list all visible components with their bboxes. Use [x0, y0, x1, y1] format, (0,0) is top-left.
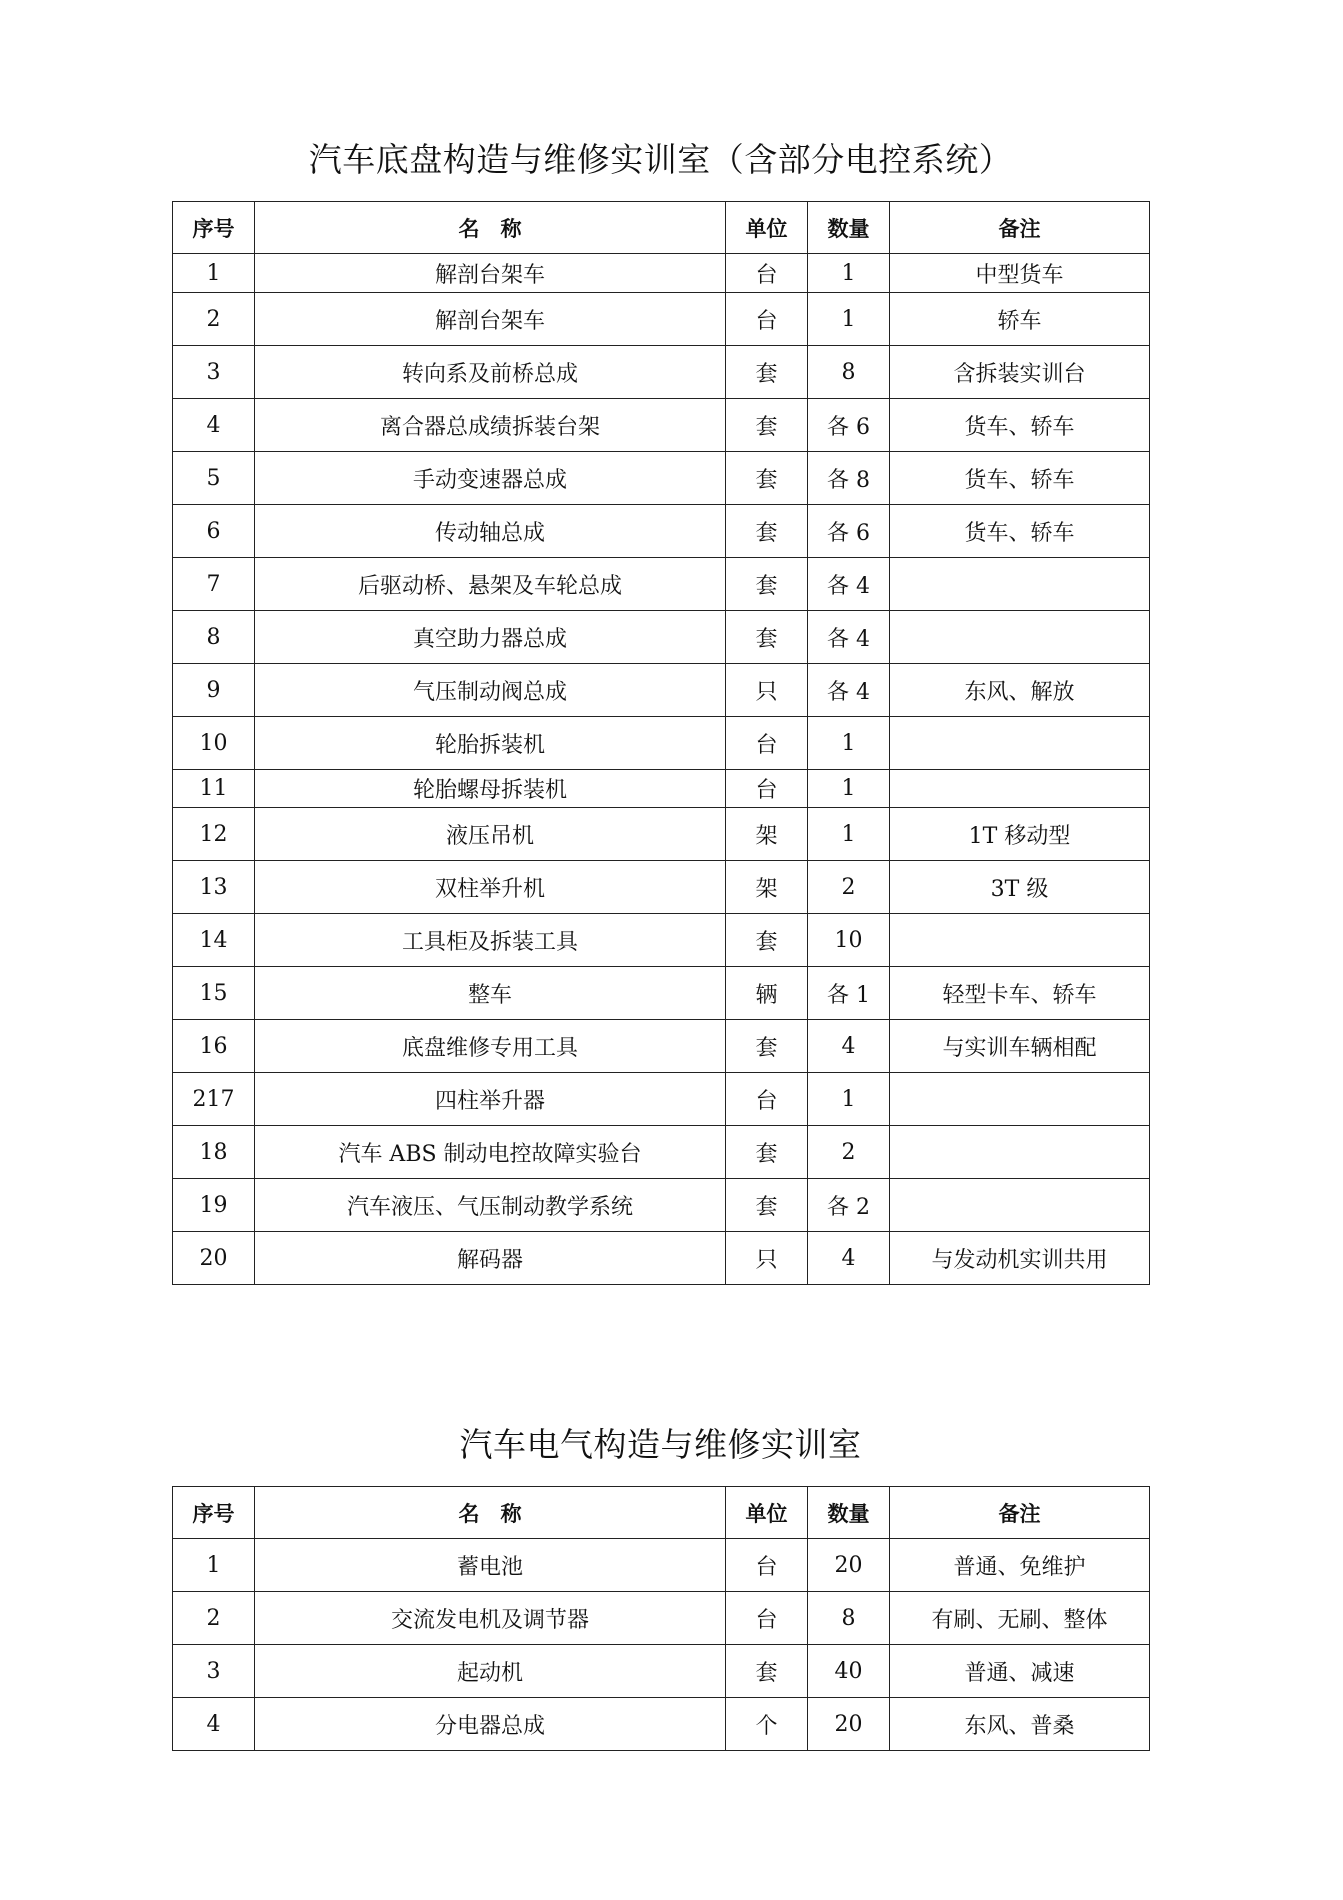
chassis-lab-table — [172, 201, 1150, 1285]
cell-unit: 套 — [726, 558, 808, 611]
cell-no: 2 — [173, 1592, 255, 1645]
table-header-row — [173, 1487, 1150, 1539]
table-row — [173, 1126, 1150, 1179]
cell-name: 蓄电池 — [255, 1539, 726, 1592]
electrical-lab-section — [172, 1425, 1149, 1751]
chassis-lab-title: 汽车底盘构造与维修实训室（含部分电控系统） — [308, 140, 1013, 179]
cell-unit: 架 — [726, 808, 808, 861]
cell-no: 8 — [173, 611, 255, 664]
cell-name: 解剖台架车 — [255, 293, 726, 346]
electrical-lab-title: 汽车电气构造与维修实训室 — [459, 1425, 862, 1464]
cell-qty: 1 — [808, 1073, 890, 1126]
table-row — [173, 861, 1150, 914]
table-row — [173, 967, 1150, 1020]
cell-no: 11 — [173, 770, 255, 808]
cell-unit: 辆 — [726, 967, 808, 1020]
cell-name: 轮胎拆装机 — [255, 717, 726, 770]
table-row — [173, 664, 1150, 717]
cell-qty: 2 — [808, 1126, 890, 1179]
cell-qty: 1 — [808, 808, 890, 861]
cell-no: 5 — [173, 452, 255, 505]
chassis-lab-section — [172, 140, 1149, 1285]
cell-unit: 套 — [726, 505, 808, 558]
cell-name: 离合器总成绩拆装台架 — [255, 399, 726, 452]
cell-qty: 40 — [808, 1645, 890, 1698]
cell-no: 18 — [173, 1126, 255, 1179]
cell-qty: 20 — [808, 1698, 890, 1751]
table-row — [173, 1020, 1150, 1073]
cell-name: 传动轴总成 — [255, 505, 726, 558]
cell-unit: 只 — [726, 664, 808, 717]
cell-no: 1 — [173, 1539, 255, 1592]
cell-note: 有刷、无刷、整体 — [890, 1592, 1150, 1645]
table-row — [173, 452, 1150, 505]
cell-no: 16 — [173, 1020, 255, 1073]
table-row — [173, 808, 1150, 861]
cell-note: 1T 移动型 — [890, 808, 1150, 861]
table-row — [173, 770, 1150, 808]
cell-qty: 4 — [808, 1232, 890, 1285]
cell-qty: 1 — [808, 717, 890, 770]
cell-note: 东风、普桑 — [890, 1698, 1150, 1751]
cell-note — [890, 1073, 1150, 1126]
cell-note: 含拆装实训台 — [890, 346, 1150, 399]
cell-no: 19 — [173, 1179, 255, 1232]
table-header-row — [173, 202, 1150, 254]
cell-qty: 10 — [808, 914, 890, 967]
cell-no: 14 — [173, 914, 255, 967]
cell-unit: 套 — [726, 452, 808, 505]
cell-name: 解码器 — [255, 1232, 726, 1285]
cell-note — [890, 914, 1150, 967]
cell-no: 10 — [173, 717, 255, 770]
header-no: 序号 — [173, 1487, 255, 1539]
cell-note: 货车、轿车 — [890, 452, 1150, 505]
cell-unit: 台 — [726, 1539, 808, 1592]
cell-qty: 8 — [808, 1592, 890, 1645]
cell-no: 6 — [173, 505, 255, 558]
cell-name: 工具柜及拆装工具 — [255, 914, 726, 967]
table-row — [173, 1073, 1150, 1126]
cell-qty: 20 — [808, 1539, 890, 1592]
table-row — [173, 505, 1150, 558]
cell-note: 东风、解放 — [890, 664, 1150, 717]
cell-note: 普通、免维护 — [890, 1539, 1150, 1592]
cell-name: 轮胎螺母拆装机 — [255, 770, 726, 808]
cell-unit: 台 — [726, 254, 808, 293]
table-row — [173, 1539, 1150, 1592]
table-row — [173, 1698, 1150, 1751]
cell-name: 手动变速器总成 — [255, 452, 726, 505]
electrical-lab-table — [172, 1486, 1150, 1751]
cell-no: 2 — [173, 293, 255, 346]
cell-name: 整车 — [255, 967, 726, 1020]
cell-no: 20 — [173, 1232, 255, 1285]
cell-note — [890, 717, 1150, 770]
cell-note: 轻型卡车、轿车 — [890, 967, 1150, 1020]
cell-no: 4 — [173, 1698, 255, 1751]
header-note: 备注 — [890, 1487, 1150, 1539]
header-note: 备注 — [890, 202, 1150, 254]
cell-unit: 台 — [726, 1073, 808, 1126]
cell-name: 真空助力器总成 — [255, 611, 726, 664]
cell-unit: 套 — [726, 1126, 808, 1179]
chassis-lab-rows — [173, 254, 1150, 1285]
table-row — [173, 346, 1150, 399]
cell-unit: 套 — [726, 399, 808, 452]
cell-name: 液压吊机 — [255, 808, 726, 861]
cell-no: 9 — [173, 664, 255, 717]
cell-qty: 各 6 — [808, 399, 890, 452]
cell-qty: 1 — [808, 293, 890, 346]
cell-note: 中型货车 — [890, 254, 1150, 293]
cell-name: 后驱动桥、悬架及车轮总成 — [255, 558, 726, 611]
cell-unit: 个 — [726, 1698, 808, 1751]
cell-note — [890, 770, 1150, 808]
cell-note: 货车、轿车 — [890, 505, 1150, 558]
cell-no: 3 — [173, 346, 255, 399]
cell-unit: 架 — [726, 861, 808, 914]
header-unit: 单位 — [726, 1487, 808, 1539]
cell-name: 底盘维修专用工具 — [255, 1020, 726, 1073]
cell-name: 解剖台架车 — [255, 254, 726, 293]
electrical-lab-rows — [173, 1539, 1150, 1751]
cell-no: 1 — [173, 254, 255, 293]
cell-unit: 台 — [726, 1592, 808, 1645]
cell-qty: 各 4 — [808, 558, 890, 611]
cell-no: 217 — [173, 1073, 255, 1126]
cell-unit: 台 — [726, 717, 808, 770]
cell-unit: 套 — [726, 1645, 808, 1698]
cell-qty: 4 — [808, 1020, 890, 1073]
table-row — [173, 558, 1150, 611]
header-qty: 数量 — [808, 202, 890, 254]
cell-qty: 各 4 — [808, 664, 890, 717]
header-name: 名 称 — [255, 1487, 726, 1539]
table-row — [173, 717, 1150, 770]
cell-no: 12 — [173, 808, 255, 861]
cell-no: 13 — [173, 861, 255, 914]
cell-note — [890, 1126, 1150, 1179]
cell-name: 汽车液压、气压制动教学系统 — [255, 1179, 726, 1232]
cell-qty: 1 — [808, 254, 890, 293]
cell-name: 转向系及前桥总成 — [255, 346, 726, 399]
table-row — [173, 1592, 1150, 1645]
table-row — [173, 254, 1150, 293]
cell-name: 气压制动阀总成 — [255, 664, 726, 717]
cell-qty: 各 6 — [808, 505, 890, 558]
cell-name: 双柱举升机 — [255, 861, 726, 914]
cell-unit: 套 — [726, 1020, 808, 1073]
cell-unit: 只 — [726, 1232, 808, 1285]
cell-note — [890, 558, 1150, 611]
cell-name: 四柱举升器 — [255, 1073, 726, 1126]
header-no: 序号 — [173, 202, 255, 254]
table-row — [173, 1232, 1150, 1285]
cell-name: 分电器总成 — [255, 1698, 726, 1751]
cell-note — [890, 611, 1150, 664]
cell-no: 3 — [173, 1645, 255, 1698]
cell-note: 3T 级 — [890, 861, 1150, 914]
cell-no: 15 — [173, 967, 255, 1020]
table-row — [173, 1645, 1150, 1698]
table-row — [173, 914, 1150, 967]
cell-qty: 各 1 — [808, 967, 890, 1020]
cell-name: 汽车 ABS 制动电控故障实验台 — [255, 1126, 726, 1179]
cell-no: 7 — [173, 558, 255, 611]
table-row — [173, 293, 1150, 346]
cell-unit: 套 — [726, 611, 808, 664]
cell-note: 与发动机实训共用 — [890, 1232, 1150, 1285]
cell-no: 4 — [173, 399, 255, 452]
cell-qty: 各 8 — [808, 452, 890, 505]
cell-note: 与实训车辆相配 — [890, 1020, 1150, 1073]
cell-name: 起动机 — [255, 1645, 726, 1698]
table-row — [173, 399, 1150, 452]
cell-qty: 各 2 — [808, 1179, 890, 1232]
header-name: 名 称 — [255, 202, 726, 254]
table-row — [173, 611, 1150, 664]
cell-note — [890, 1179, 1150, 1232]
cell-note: 轿车 — [890, 293, 1150, 346]
cell-unit: 套 — [726, 914, 808, 967]
cell-note: 普通、减速 — [890, 1645, 1150, 1698]
cell-unit: 套 — [726, 346, 808, 399]
cell-note: 货车、轿车 — [890, 399, 1150, 452]
cell-unit: 台 — [726, 770, 808, 808]
cell-unit: 套 — [726, 1179, 808, 1232]
cell-qty: 1 — [808, 770, 890, 808]
header-unit: 单位 — [726, 202, 808, 254]
header-qty: 数量 — [808, 1487, 890, 1539]
cell-qty: 各 4 — [808, 611, 890, 664]
cell-qty: 8 — [808, 346, 890, 399]
cell-unit: 台 — [726, 293, 808, 346]
cell-qty: 2 — [808, 861, 890, 914]
cell-name: 交流发电机及调节器 — [255, 1592, 726, 1645]
table-row — [173, 1179, 1150, 1232]
